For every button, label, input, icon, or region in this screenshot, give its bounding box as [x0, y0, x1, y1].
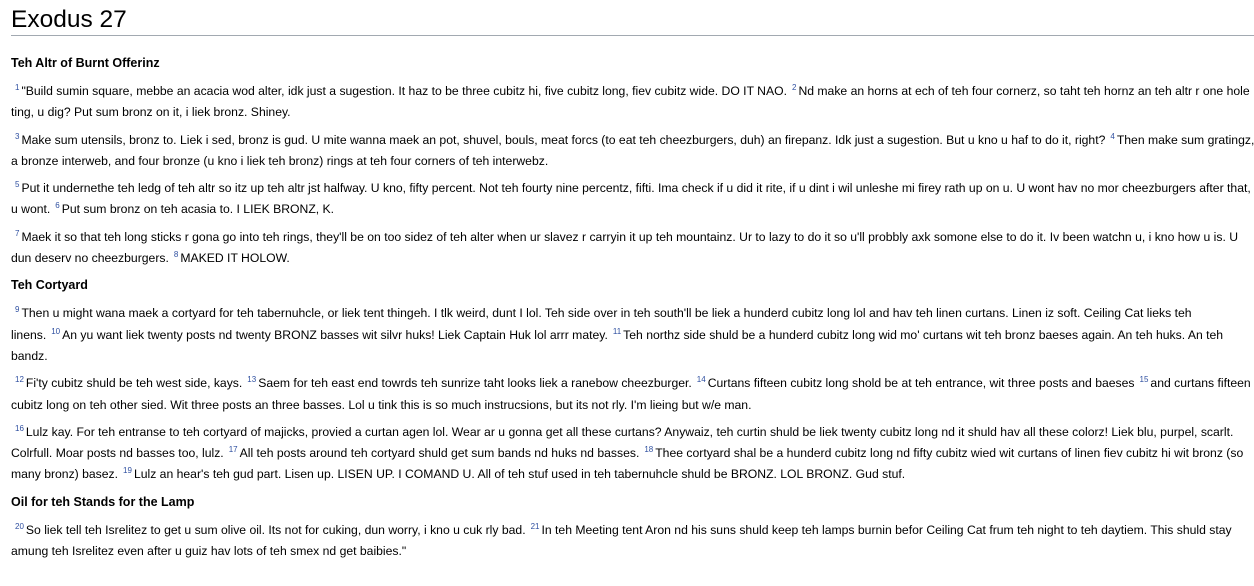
verse-number: 2	[791, 83, 797, 92]
paragraph	[11, 130, 1254, 173]
verse-text: Lulz kay. For teh entranse to teh cortyard of majicks, provied a curtan agen lol. Wear ar u gonna get all these curtans? Anywaiz, teh curtin shuld be liek twenty cubitz long nd it shuld hav all these colorz! Liek blu, purpel, scarlt. Colrfull. Moar posts nd basses too, lulz.	[11, 424, 1234, 461]
verse-text: Curtans fifteen cubitz long shold be at teh entrance, wit three posts and baeses	[707, 376, 1135, 391]
verse-number: 7	[15, 228, 20, 238]
section	[11, 492, 1254, 563]
verse-text: Lulz an hear's teh gud part. Lisen up. LISEN UP. I COMAND U. All of teh stuf used in teh tabernuhcle shuld be BRONZ. LOL BRONZ. Gud stuf.	[133, 467, 906, 482]
verse-number: 9	[15, 305, 20, 315]
verse-number: 17	[228, 445, 238, 455]
verse-number: 8	[173, 250, 179, 260]
verse-number: 10	[51, 326, 61, 336]
verse-text: An yu want liek twenty posts nd twenty BRONZ basses wit silvr huks! Liek Captain Huk lol arrr matey.	[62, 327, 608, 342]
verse-number: 13	[247, 375, 257, 385]
verse-text: Then u might wana maek a cortyard for teh tabernuhcle, or liek tent thingeh. I tlk weird, dunt I lol. Teh side over in teh south'll be liek a hunderd cubitz long lol and hav teh linen curtans. Linen iz soft. Ceiling Cat lieks teh linens.	[11, 306, 1192, 342]
section-heading: Oil for teh Stands for the Lamp	[11, 494, 195, 509]
verse-text: In teh Meeting tent Aron nd his suns shuld keep teh lamps burnin befor Ceiling Cat frum teh night to teh daytiem. This shuld stay amung teh Isrelitez even after u guiz hav lots of teh smex nd get baibies."	[11, 522, 1232, 559]
verse-number: 3	[15, 131, 20, 141]
paragraph	[11, 81, 1254, 124]
paragraph	[11, 422, 1254, 486]
verse-number: 21	[530, 521, 540, 531]
verse-number: 1	[15, 83, 20, 92]
verse-text: So liek tell teh Isrelitez to get u sum olive oil. Its not for cuking, dun worry, i kno u cuk rly bad.	[25, 522, 526, 537]
verse-text: Thee cortyard shal be a hunderd cubitz long nd fifty cubitz wied wit curtans of linen fiev cubitz hi wit bronz (so many bronz) basez.	[11, 446, 1244, 482]
verse-number: 11	[612, 326, 622, 336]
chapter-content	[11, 53, 1254, 568]
paragraph	[11, 227, 1254, 270]
verse-number: 6	[55, 201, 60, 211]
verse-text: Saem for teh east end towrds teh sunrize taht looks liek a ranebow cheezburger.	[258, 376, 692, 391]
verse-number: 12	[15, 375, 24, 385]
verse-number: 5	[15, 180, 20, 190]
verse-text: Put sum bronz on teh acasia to. I LIEK BRONZ, K.	[61, 202, 335, 217]
verse-text: Put it undernethe teh ledg of teh altr so itz up teh altr jst halfway. U kno, fifty percent. Not teh fourty nine percentz, fifti. Ima check if u did it rite, if u dint i wil unleshe mi firey rath up on u. U wont hav no mor cheezburgers after that, u wont.	[11, 181, 1251, 217]
paragraph	[11, 520, 1254, 563]
verse-number: 18	[644, 445, 654, 455]
section-heading: Teh Altr of Burnt Offerinz	[11, 56, 160, 70]
verse-text: All teh posts around teh cortyard shuld get sum bands nd huks nd basses.	[239, 446, 640, 461]
section-heading: Teh Cortyard	[11, 278, 88, 293]
verse-number: 20	[15, 521, 24, 531]
section	[11, 275, 1254, 485]
verse-number: 15	[1139, 375, 1149, 385]
verse-number: 4	[1110, 131, 1115, 141]
verse-text: MAKED IT HOLOW.	[180, 251, 290, 266]
page-title: Exodus 27	[11, 6, 127, 33]
verse-text: Maek it so that teh long sticks r gona go into teh rings, they'll be on too sidez of teh alter when ur slavez r carryin it up teh mountainz. Ur to lazy to do it so u'll probbly axk somone else to do it. Iv been watchn u, i kno how u is. U dun deserv no cheezburgers.	[11, 229, 1239, 266]
verse-number: 19	[123, 466, 132, 476]
paragraph	[11, 303, 1254, 367]
section	[11, 53, 1254, 269]
verse-number: 14	[696, 375, 706, 385]
verse-text: Nd make an horns at ech of teh four cornerz, so taht teh hornz an teh altr r one hole ting, u dig? Put sum bronz on it, i liek bronz. Shiney.	[11, 84, 1250, 120]
verse-text: Fi'ty cubitz shuld be teh west side, kays.	[25, 376, 243, 391]
verse-text: Then make sum gratingz, a bronze interweb, and four bronze (u kno i liek teh bronz) rings at teh four corners of teh interwebz.	[11, 132, 1254, 168]
verse-number: 16	[15, 423, 24, 433]
paragraph	[11, 178, 1254, 221]
verse-text: Teh northz side shuld be a hunderd cubitz long wid mo' curtans wit teh bronz baeses again. An teh huks. An teh bandz.	[11, 327, 1224, 363]
verse-text: "Build sumin square, mebbe an acacia wod alter, idk just a sugestion. It haz to be three cubitz hi, five cubitz long, fiev cubitz wide. DO IT NAO.	[21, 84, 787, 98]
verse-text: and curtans fifteen cubitz long on teh other sied. Wit three posts an three basses. Lol u tink this is so much instrucsions, but its not rly. I'm lieing but w/e man.	[11, 376, 1251, 412]
title-divider	[11, 35, 1254, 36]
verse-text: Make sum utensils, bronz to. Liek i sed, bronz is gud. U mite wanna maek an pot, shuvel, bouls, meat forcs (to eat teh cheezburgers, duh) an firepanz. Idk just a sugestion. But u kno u haf to do it, right?	[21, 132, 1106, 147]
paragraph	[11, 373, 1254, 416]
